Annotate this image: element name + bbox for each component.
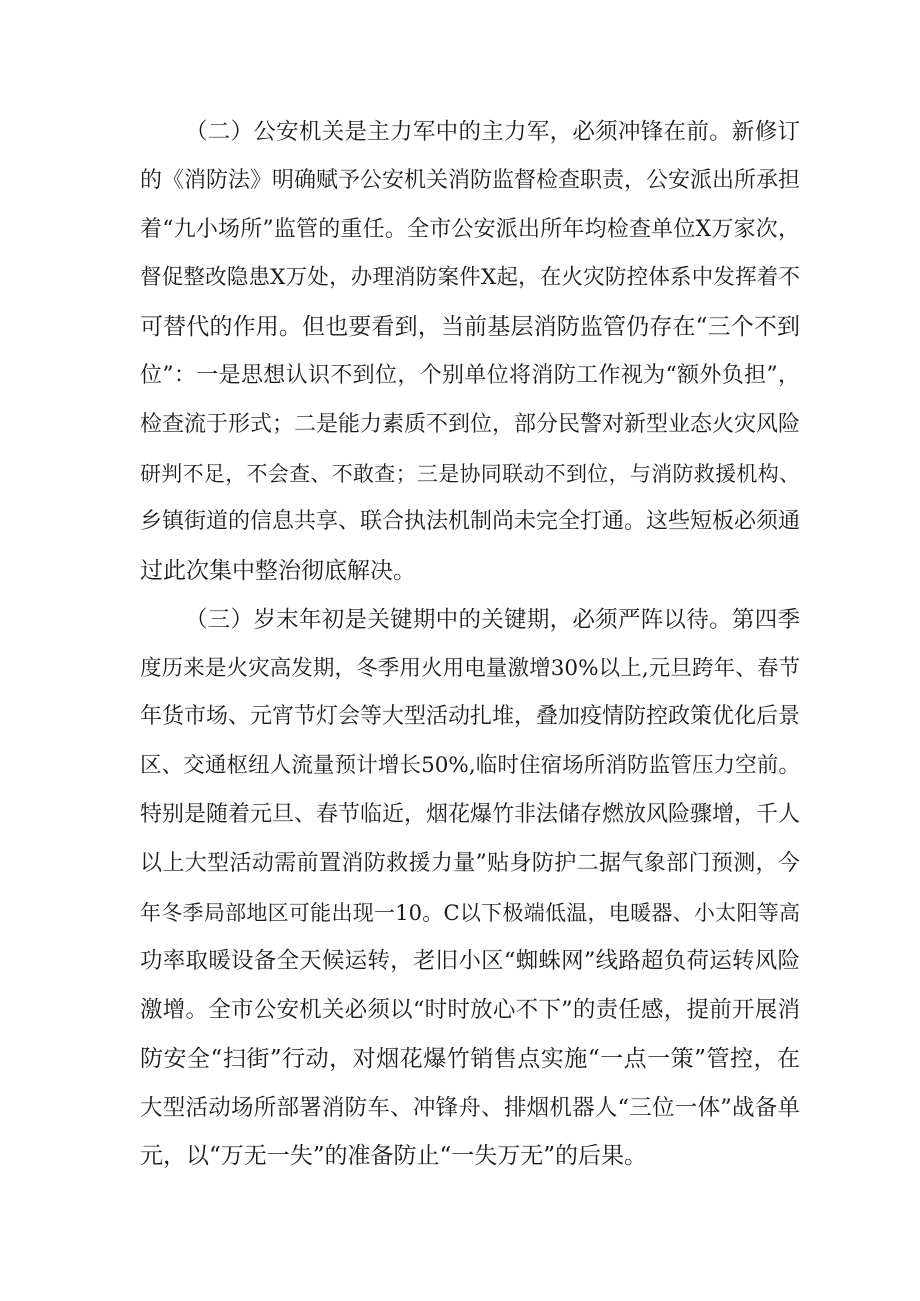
text-line: 区、交通枢纽人流量预计增长50%,临时住宿场所消防监管压力空前。 [140,753,800,778]
text-line: 研判不足，不会查、不敢查；三是协同联动不到位，与消防救援机构、 [140,462,800,486]
text-line: 大型活动场所部署消防车、冲锋舟、排烟机器人“三位一体”战备单 [140,1095,800,1121]
text-line: 年冬季局部地区可能出现一10。C以下极端低温，电暖器、小太阳等高 [140,901,800,925]
text-line: （三）岁末年初是关键期中的关键期，必须严阵以待。第四季 [185,607,800,633]
text-line: 的《消防法》明确赋予公安机关消防监督检查职责，公安派出所承担 [140,168,801,193]
text-line: 位”：一是思想认识不到位，个别单位将消防工作视为“额外负担”， [140,363,800,388]
text-line: 年货市场、元宵节灯会等大型活动扎堆，叠加疫情防控政策优化后景 [140,704,801,729]
text-line: 可替代的作用。但也要看到，当前基层消防监管仍存在“三个不到 [140,314,800,340]
text-line: 特别是随着元旦、春节临近，烟花爆竹非法储存燃放风险骤增，千人 [140,802,801,827]
text-line: 功率取暖设备全天候运转，老旧小区“蜘蛛网”线路超负荷运转风险 [140,948,800,974]
text-line: （二）公安机关是主力军中的主力军，必须冲锋在前。新修订 [185,119,800,145]
text-line: 元，以“万无一失”的准备防止“一失万无”的后果。 [140,1143,648,1169]
text-line: 防安全“扫街”行动，对烟花爆竹销售点实施“一点一策”管控，在 [140,1046,800,1072]
text-line: 度历来是火灾高发期，冬季用火用电量激增30%以上,元旦跨年、春节 [140,656,800,681]
text-line: 检查流于形式；二是能力素质不到位，部分民警对新型业态火灾风险 [140,412,801,437]
text-line: 督促整改隐患X万处，办理消防案件X起，在火灾防控体系中发挥着不 [140,265,800,290]
text-line: 以上大型活动需前置消防救援力量”贴身防护二据气象部门预测，今 [140,851,800,876]
text-line: 着“九小场所”监管的重任。全市公安派出所年均检查单位X万家次， [140,217,800,242]
text-line: 乡镇街道的信息共享、联合执法机制尚未完全打通。这些短板必须通 [140,509,801,534]
text-line: 过此次集中整治彻底解决。 [140,558,416,584]
text-line: 激增。全市公安机关必须以“时时放心不下”的责任感，提前开展消 [140,997,800,1023]
